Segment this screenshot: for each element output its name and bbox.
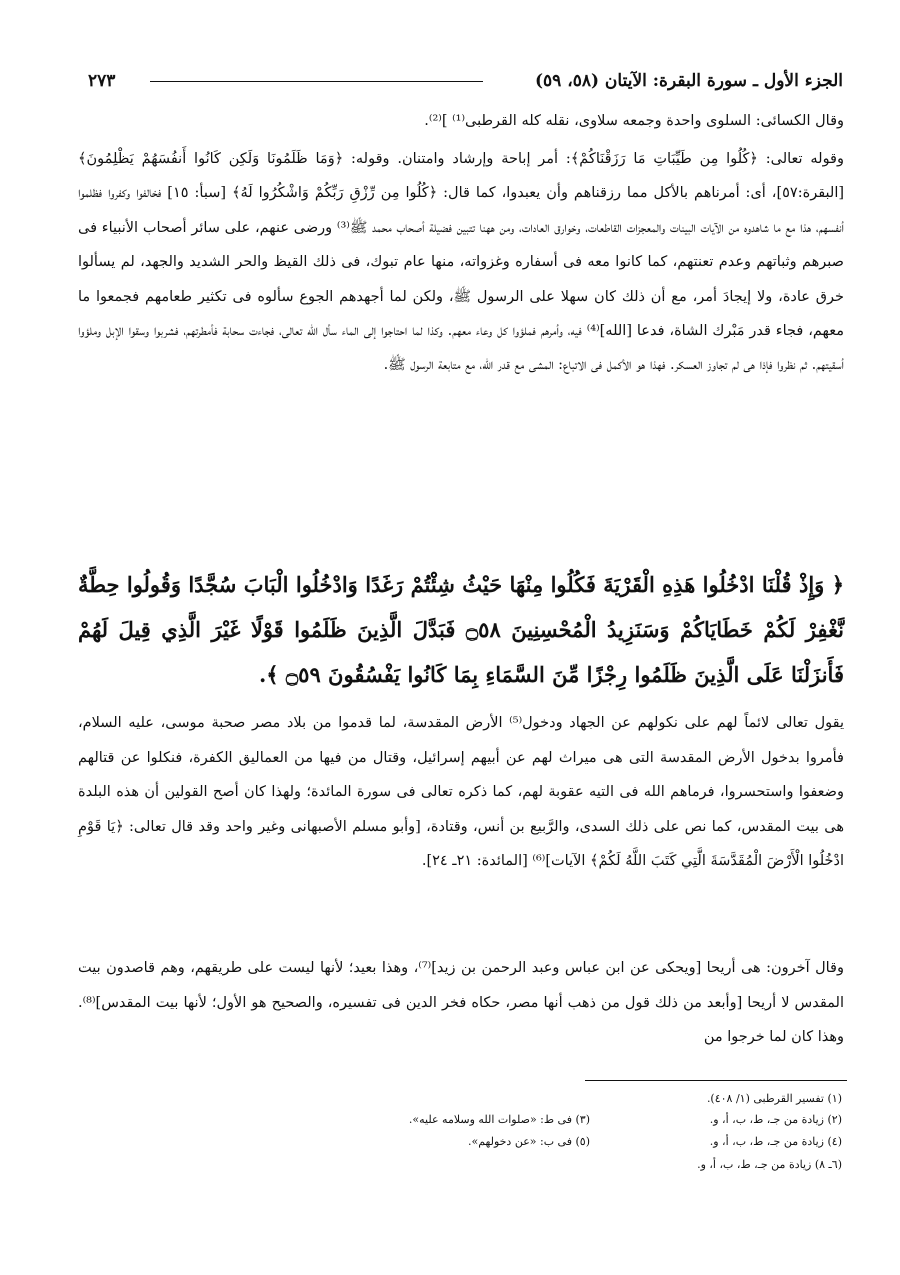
- footnote-2: (٢) زيادة من جـ، ط، ب، أ، و.: [709, 1113, 842, 1126]
- paragraph-commentary-57: وقوله تعالى: ﴿كُلُوا مِن طَيِّبَاتِ مَا رَزَقْنَاكُمْ﴾: أمر إباحة وإرشاد وامتنان. وقوله: ﴿وَمَا ظَلَمُونَا وَلَكِن كَانُوا أَنفُسَهُمْ يَظْلِمُونَ﴾ [البقرة:٥٧]، أى: أمرناهم بالأكل مما رزقناهم وأن يعبدوا، كما قال: ﴿كُلُوا مِن رِّزْقِ رَبِّكُمْ وَاشْكُرُوا لَهُ﴾ [سبأ: ١٥] فخالفوا وكفروا فظلموا أنفسهم، هذا مع ما شاهدوه من الآيات البينات والمعجزات القاطعات، وخوارق العادات، ومن ههنا تتبين فضيلة أصحاب محمد ﷺ⁽³⁾ ورضى عنهم، على سائر أصحاب الأنبياء فى صبرهم وثباتهم وعدم تعنتهم، كما كانوا معه فى أسفاره وغزواته، منها عام تبوك، فى ذلك القيظ والحر الشديد والجهد، لم يسألوا خرق عادة، ولا إيجادَ أمر، مع أن ذلك كان سهلا على الرسول ﷺ، ولكن لما أجهدهم الجوع سألوه فى تكثير طعامهم فجمعوا ما معهم، فجاء قدر مَبْرك الشاة، فدعا [الله]⁽⁴⁾ فيه، وأمرهم فملؤوا كل وعاء معهم. وكذا لما احتاجوا إلى الماء سأل الله تعالى، فجاءت سحابة فأمطرتهم، فشربوا وسقوا الإبل وملؤوا أسقيتهم. ثم نظروا فإذا هى لم تجاوز العسكر. فهذا هو الأكمل فى الاتباع: المشى مع قدر الله، مع متابعة الرسول ﷺ.: [78, 151, 845, 374]
- paragraph-other-opinion: وقال آخرون: هى أريحا [ويحكى عن ابن عباس وعبد الرحمن بن زيد]⁽⁷⁾، وهذا بعيد؛ لأنها ليست على طريقهم، وهم قاصدون بيت المقدس لا أريحا [وأبعد من ذلك قول من ذهب أنها مصر، حكاه فخر الدين فى تفسيره، والصحيح هو الأول؛ لأنها بيت المقدس]⁽⁸⁾. وهذا كان لما خرجوا من: [78, 960, 844, 1046]
- footnote-6-8: (٦ـ ٨) زيادة من جـ، ط، ب، أ، و.: [697, 1158, 842, 1171]
- paragraph-kisai-text: وقال الكسائى: السلوى واحدة وجمعه سلاوى، نقله كله القرطبى⁽¹⁾ ]⁽²⁾.: [424, 113, 844, 129]
- paragraph-kisai: [78, 104, 844, 138]
- footnote-separator: [585, 1080, 847, 1081]
- page-number: ٢٧٣: [88, 71, 116, 91]
- header-rule: [150, 81, 483, 82]
- footnote-4: (٤) زيادة من جـ، ط، ب، أ، و.: [709, 1135, 842, 1148]
- footnote-1: (١) تفسير القرطبى (١/ ٤٠٨).: [706, 1092, 842, 1105]
- paragraph-commentary-58: يقول تعالى لائماً لهم على نكولهم عن الجهاد ودخول⁽⁵⁾ الأرض المقدسة، لما قدموا من بلاد مصر صحبة موسى، عليه السلام، فأمروا بدخول الأرض المقدسة التى هى ميراث لهم عن أبيهم إسرائيل، وقتال من فيها من العماليق الكفرة، فنكلوا عن قتالهم وضعفوا واستحسروا، فرماهم الله فى التيه عقوبة لهم، كما ذكره تعالى فى سورة المائدة؛ ولهذا كان أصح القولين أن هذه البلدة هى بيت المقدس، كما نص على ذلك السدى، والرَّبيع بن أنس، وقتادة، [وأبو مسلم الأصبهانى وغير واحد وقد قال تعالى: ﴿يَا قَوْمِ ادْخُلُوا الْأَرْضَ الْمُقَدَّسَةَ الَّتِي كَتَبَ اللَّهُ لَكُمْ﴾ الآيات]⁽⁶⁾ [المائدة: ٢١ـ ٢٤].: [78, 715, 844, 870]
- header-title: الجزء الأول ـ سورة البقرة: الآيتان (٥٨، ٥٩): [534, 71, 843, 91]
- quran-verse-58-59: ﴿ وَإِذْ قُلْنَا ادْخُلُوا هَذِهِ الْقَرْيَةَ فَكُلُوا مِنْهَا حَيْثُ شِئْتُمْ رَغَدًا وَادْخُلُوا الْبَابَ سُجَّدًا وَقُولُوا حِطَّةٌ نَّغْفِرْ لَكُمْ خَطَايَاكُمْ وَسَنَزِيدُ الْمُحْسِنِينَ ۝٥٨ فَبَدَّلَ الَّذِينَ ظَلَمُوا قَوْلًا غَيْرَ الَّذِي قِيلَ لَهُمْ فَأَنزَلْنَا عَلَى الَّذِينَ ظَلَمُوا رِجْزًا مِّنَ السَّمَاءِ بِمَا كَانُوا يَفْسُقُونَ ۝٥٩ ﴾.: [78, 572, 844, 687]
- footnote-5: (٥) فى ب: «عن دخولهم».: [467, 1135, 590, 1148]
- footnote-3: (٣) فى ط: «صلوات الله وسلامه عليه».: [408, 1113, 590, 1126]
- running-header: [88, 66, 843, 96]
